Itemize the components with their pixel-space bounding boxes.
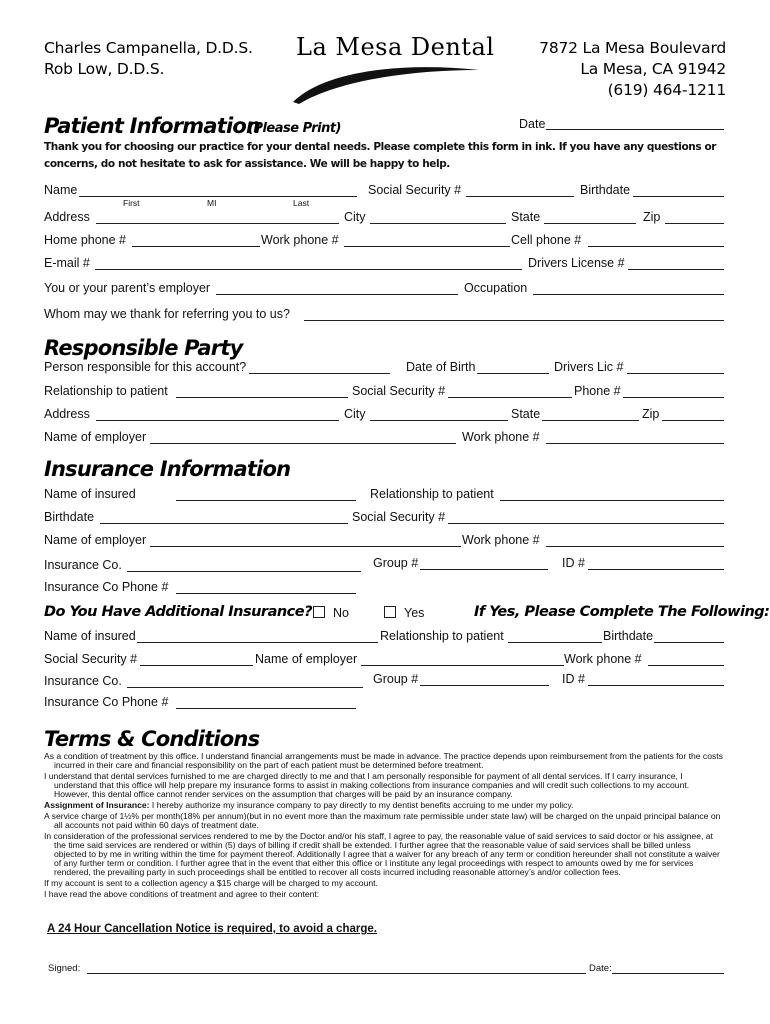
please-print-note: (Please Print) <box>248 121 342 136</box>
additional-group-label: Group # <box>373 672 419 686</box>
terms-paragraph: I have read the above conditions of treatment and agree to their content: <box>44 888 320 899</box>
zip-label: Zip <box>643 210 661 224</box>
practice-phone: (619) 464-1211 <box>607 81 726 99</box>
responsible-zip-field[interactable] <box>662 420 724 421</box>
referral-field[interactable] <box>304 320 724 321</box>
date-label: Date <box>519 117 546 131</box>
insurance-group-label: Group # <box>373 556 419 570</box>
yes-label: Yes <box>404 606 425 620</box>
name-label: Name <box>44 183 78 197</box>
additional-group-field[interactable] <box>420 685 549 686</box>
doctor-name-1: Charles Campanella, D.D.S. <box>44 39 253 57</box>
insurance-phone-field[interactable] <box>176 593 356 594</box>
insured-relationship-label: Relationship to patient <box>370 487 494 501</box>
additional-work-phone-field[interactable] <box>648 665 724 666</box>
additional-work-phone-label: Work phone # <box>564 652 642 666</box>
insured-employer-field[interactable] <box>150 546 461 547</box>
responsible-employer-field[interactable] <box>150 443 456 444</box>
responsible-work-phone-field[interactable] <box>546 443 724 444</box>
occupation-field[interactable] <box>533 294 724 295</box>
responsible-person-label: Person responsible for this account? <box>44 360 247 374</box>
responsible-phone-field[interactable] <box>623 397 724 398</box>
practice-city: La Mesa, CA 91942 <box>580 60 726 78</box>
additional-phone-label: Insurance Co Phone # <box>44 695 169 709</box>
additional-company-label: Insurance Co. <box>44 674 122 688</box>
insurance-company-label: Insurance Co. <box>44 558 122 572</box>
insured-ssn-label: Social Security # <box>352 510 446 524</box>
additional-relationship-label: Relationship to patient <box>380 629 504 643</box>
additional-no-option[interactable] <box>313 606 349 621</box>
insurance-id-label: ID # <box>562 556 585 570</box>
additional-insured-label: Name of insured <box>44 629 136 643</box>
additional-company-field[interactable] <box>127 687 363 688</box>
terms-paragraph <box>44 801 724 810</box>
doctor-name-2: Rob Low, D.D.S. <box>44 60 165 78</box>
insurance-group-field[interactable] <box>420 569 548 570</box>
responsible-address-field[interactable] <box>96 420 339 421</box>
address-field[interactable] <box>96 223 339 224</box>
terms-paragraph: A service charge of 1½% per month(18% per annum)(but in no event more than the maximum rate permissible under state law) will be charged on the unpaid principal balance on all accounts not paid within 60 days of treatment date. <box>44 810 721 830</box>
additional-relationship-field[interactable] <box>508 642 602 643</box>
home-phone-label: Home phone # <box>44 233 127 247</box>
additional-insured-field[interactable] <box>137 642 378 643</box>
birthdate-label: Birthdate <box>580 183 631 197</box>
terms-section-title: Terms & Conditions <box>44 727 260 751</box>
city-field[interactable] <box>370 223 506 224</box>
responsible-dob-label: Date of Birth <box>406 360 476 374</box>
responsible-section-title: Responsible Party <box>44 336 243 360</box>
name-first-caption: First <box>123 198 140 208</box>
employer-label: You or your parent’s employer <box>44 281 211 295</box>
insured-name-field[interactable] <box>176 500 356 501</box>
responsible-phone-label: Phone # <box>574 384 621 398</box>
name-field[interactable] <box>79 196 357 197</box>
additional-followup: If Yes, Please Complete The Following: <box>474 604 770 620</box>
signed-label: Signed: <box>48 963 81 974</box>
no-label: No <box>333 606 349 620</box>
responsible-city-field[interactable] <box>370 420 508 421</box>
name-mi-caption: MI <box>207 198 217 208</box>
work-phone-label: Work phone # <box>261 233 339 247</box>
assignment-heading: Assignment of Insurance: <box>44 800 150 811</box>
additional-birthdate-label: Birthdate <box>603 629 654 643</box>
home-phone-field[interactable] <box>132 246 260 247</box>
responsible-employer-label: Name of employer <box>44 430 147 444</box>
additional-yes-option[interactable] <box>384 606 424 621</box>
work-phone-field[interactable] <box>344 246 510 247</box>
insured-work-phone-label: Work phone # <box>462 533 540 547</box>
signature-date-label: Date: <box>589 963 612 974</box>
signature-date-field[interactable] <box>612 973 724 974</box>
birthdate-field[interactable] <box>633 196 724 197</box>
insured-name-label: Name of insured <box>44 487 136 501</box>
insurance-section-title: Insurance Information <box>44 457 291 481</box>
responsible-person-field[interactable] <box>249 373 390 374</box>
insured-birthdate-field[interactable] <box>100 523 348 524</box>
date-field[interactable] <box>546 129 724 130</box>
practice-logo-text: La Mesa Dental <box>296 33 495 61</box>
referral-label: Whom may we thank for referring you to us? <box>44 307 290 321</box>
insurance-id-field[interactable] <box>588 569 724 570</box>
additional-employer-field[interactable] <box>361 665 564 666</box>
responsible-state-label: State <box>511 407 541 421</box>
state-field[interactable] <box>544 223 636 224</box>
responsible-ssn-label: Social Security # <box>352 384 446 398</box>
additional-ssn-field[interactable] <box>140 665 253 666</box>
responsible-relationship-label: Relationship to patient <box>44 384 168 398</box>
address-label: Address <box>44 210 90 224</box>
additional-insurance-question: Do You Have Additional Insurance? <box>44 604 313 620</box>
city-label: City <box>344 210 366 224</box>
cell-phone-label: Cell phone # <box>511 233 582 247</box>
additional-birthdate-field[interactable] <box>654 642 724 643</box>
logo-swoosh-icon <box>285 60 485 105</box>
insurance-phone-label: Insurance Co Phone # <box>44 580 169 594</box>
insured-employer-label: Name of employer <box>44 533 147 547</box>
insured-birthdate-label: Birthdate <box>44 510 95 524</box>
responsible-zip-label: Zip <box>642 407 660 421</box>
responsible-ssn-field[interactable] <box>448 397 572 398</box>
responsible-drivers-lic-label: Drivers Lic # <box>554 360 624 374</box>
ssn-field[interactable] <box>466 196 574 197</box>
email-field[interactable] <box>95 269 522 270</box>
insured-ssn-field[interactable] <box>448 523 724 524</box>
responsible-work-phone-label: Work phone # <box>462 430 540 444</box>
intro-text: Thank you for choosing our practice for your dental needs. Please complete this form in ink. If you have any questions or concerns, do not hesitate to ask for assistance. We will be happy to help. <box>44 141 717 170</box>
name-last-caption: Last <box>293 198 310 208</box>
insured-work-phone-field[interactable] <box>546 546 724 547</box>
ssn-label: Social Security # <box>368 183 462 197</box>
additional-id-label: ID # <box>562 672 585 686</box>
insured-relationship-field[interactable] <box>500 500 724 501</box>
drivers-license-label: Drivers License # <box>528 256 625 270</box>
additional-ssn-label: Social Security # <box>44 652 138 666</box>
responsible-dob-field[interactable] <box>477 373 549 374</box>
yes-checkbox[interactable] <box>384 606 396 618</box>
state-label: State <box>511 210 541 224</box>
terms-paragraph: In consideration of the professional services rendered to me by the Doctor and/or his staff, I agree to pay, the reasonable value of said services to said doctor or his assignee, at the time said services are rendered or within (5) days of billing if credit shall be extended. I further agree that the reasonable value of said services shall be billed unless objected to by me in writing within the time for payment thereof. Additionally I agree that a waiver for any breach of any term or condition hereunder shall not constitute a waiver of any further term or condition. I further agree that in the event that either this office or I institute any legal proceedings with respect to amounts owed by me for services rendered, the prevailing party in such proceedings shall be entitled to recover all costs incurred including reasonable attorney’s and/or collection fees. <box>44 830 720 878</box>
assignment-text: I hereby authorize my insurance company to pay directly to my dentist benefits accruing to me under my policy. <box>149 800 574 811</box>
responsible-city-label: City <box>344 407 366 421</box>
patient-section-title: Patient Information <box>44 114 261 138</box>
occupation-label: Occupation <box>464 281 528 295</box>
additional-id-field[interactable] <box>588 685 724 686</box>
additional-phone-field[interactable] <box>176 708 356 709</box>
terms-paragraph: If my account is sent to a collection agency a $15 charge will be charged to my account. <box>44 878 378 889</box>
terms-paragraph: I understand that dental services furnished to me are charged directly to me and that I am personally responsible for payment of all dental services. If I carry insurance, I understand that this office will help prepare my insurance forms to assist in making collections from insurance companies and will credit such collections to my account. However, this dental office cannot render services on the assumption that charges will be paid by an insurance company. <box>44 770 690 800</box>
email-label: E-mail # <box>44 256 90 270</box>
drivers-license-field[interactable] <box>628 269 724 270</box>
practice-street: 7872 La Mesa Boulevard <box>539 39 726 57</box>
signature-field[interactable] <box>87 973 586 974</box>
responsible-state-field[interactable] <box>542 420 639 421</box>
responsible-drivers-lic-field[interactable] <box>627 373 724 374</box>
responsible-relationship-field[interactable] <box>176 397 348 398</box>
cell-phone-field[interactable] <box>588 246 724 247</box>
employer-field[interactable] <box>216 294 458 295</box>
zip-field[interactable] <box>665 223 724 224</box>
terms-body <box>44 752 724 901</box>
insurance-company-field[interactable] <box>127 571 361 572</box>
terms-paragraph: As a condition of treatment by this office. I understand financial arrangements must be made in advance. The practice depends upon reimbursement from the patients for the costs incurred in their care and financial responsibility on the part of each patient must be determined before treatment. <box>44 751 723 771</box>
no-checkbox[interactable] <box>313 606 325 618</box>
additional-employer-label: Name of employer <box>255 652 358 666</box>
responsible-address-label: Address <box>44 407 90 421</box>
cancellation-notice: A 24 Hour Cancellation Notice is required, to avoid a charge. <box>47 923 377 935</box>
